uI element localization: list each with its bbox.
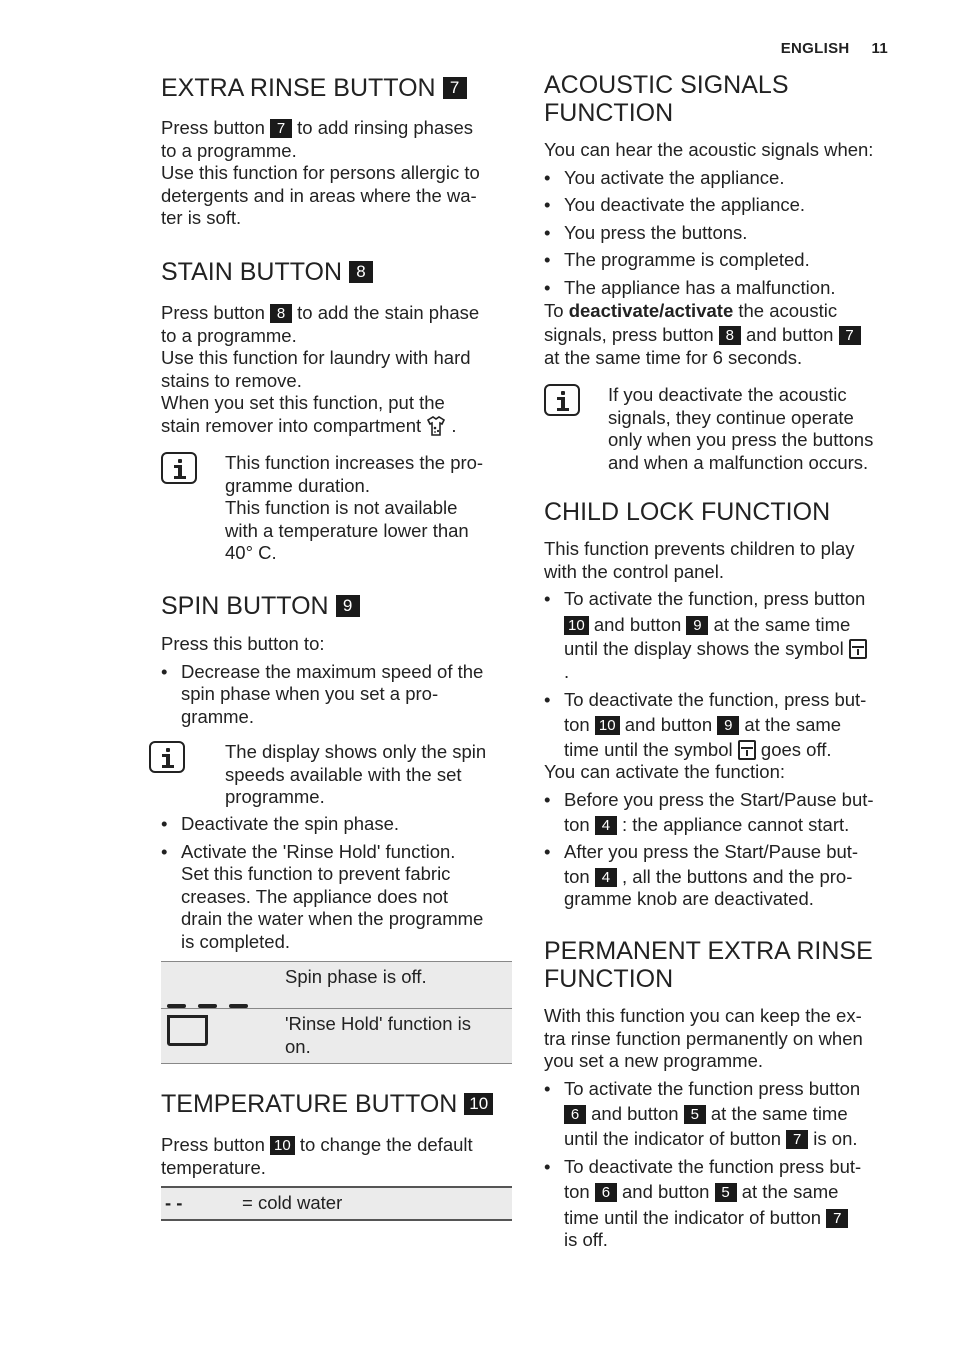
list-item: • Before you press the Start/Pause but- ton 4 : the appliance cannot start. (544, 789, 896, 836)
info-icon (161, 452, 197, 484)
section-title: CHILD LOCK FUNCTION (544, 498, 831, 526)
button-number-badge: 4 (595, 868, 617, 887)
button-number-badge: 8 (349, 261, 373, 283)
list-item: • Decrease the maximum speed of the spin phase when you set a pro- gramme. (161, 661, 513, 729)
info-text: If you deactivate the acoustic signals, they continue operate only when you press the buttons and when a malfunction occurs. (608, 384, 874, 473)
extra-rinse-text: Press button 7 to add rinsing phases to a programme. Use this function for persons allergic to detergents and in areas where the wa- ter is soft. (161, 117, 480, 229)
section-title: SPIN BUTTON 9 (161, 592, 513, 620)
button-number-badge: 6 (564, 1105, 586, 1124)
button-number-badge: 7 (270, 119, 292, 138)
permanent-rinse-section (544, 937, 896, 993)
list-item: • You activate the appliance. (544, 167, 896, 190)
button-number-badge: 7 (839, 326, 861, 345)
child-lock-icon (849, 639, 867, 659)
info-text: The display shows only the spin speeds available with the set programme. (225, 741, 487, 808)
acoustic-section (544, 71, 896, 127)
list-item: • You press the buttons. (544, 222, 896, 245)
language-label: ENGLISH (780, 40, 850, 57)
stain-compartment-icon (426, 415, 446, 437)
button-number-badge: 7 (443, 77, 467, 99)
button-number-badge: 7 (826, 1209, 848, 1228)
info-icon (149, 741, 185, 773)
button-number-badge: 9 (336, 595, 360, 617)
button-number-badge: 9 (686, 616, 708, 635)
button-number-badge: 5 (684, 1105, 706, 1124)
list-item: • Deactivate the spin phase. (161, 813, 513, 836)
page-number: 11 (871, 40, 888, 57)
child-lock-section (544, 498, 896, 526)
spin-text: Press this button to: • Decrease the maximum speed of the spin phase when you set a pro- gramme. (161, 633, 513, 728)
list-item: • After you press the Start/Pause but- ton 4 , all the buttons and the pro- gramme knob are deactivated. (544, 841, 896, 911)
table-row: 'Rinse Hold' function is on. (161, 1009, 512, 1064)
button-number-badge: 10 (595, 716, 620, 735)
section-title: PERMANENT EXTRA RINSE FUNCTION (544, 937, 873, 993)
button-number-badge: 10 (564, 616, 589, 635)
rinse-hold-symbol (167, 1015, 208, 1046)
temperature-table (161, 1186, 512, 1221)
table-row: Spin phase is off. (161, 962, 512, 1009)
button-number-badge: 10 (270, 1136, 295, 1155)
info-icon (544, 384, 580, 416)
spin-section (161, 592, 513, 620)
list-item: • The appliance has a malfunction. (544, 277, 896, 300)
child-lock-text: This function prevents children to play with the control panel. • To activate the function, press button 10 and button 9 at the same time until the display shows the symbol . • To deactivate the function, press but- ton 10 and button 9 at the same time until the symbol goes off. You can activate the function: • Before you press the Start/Pause but- ton 4 : the appliance cannot start. • After you press the Start/Pause but- ton 4 , all the buttons and the pro- gramme knob are deactivated. (544, 538, 896, 911)
temperature-text: Press button 10 to change the default temperature. (161, 1134, 473, 1178)
temperature-section (161, 1090, 513, 1118)
table-row: - - = cold water (161, 1188, 512, 1219)
section-title: ACOUSTIC SIGNALS FUNCTION (544, 71, 789, 127)
button-number-badge: 8 (719, 326, 741, 345)
list-item: • To deactivate the function press but- ton 6 and button 5 at the same time until the indicator of button 7 is off. (544, 1156, 896, 1252)
button-number-badge: 9 (717, 716, 739, 735)
button-number-badge: 7 (786, 1130, 808, 1149)
button-number-badge: 6 (595, 1183, 617, 1202)
extra-rinse-section (161, 74, 513, 102)
section-title: STAIN BUTTON 8 (161, 258, 513, 286)
button-number-badge: 10 (464, 1093, 493, 1115)
list-item: • Activate the 'Rinse Hold' function. Set this function to prevent fabric creases. The appliance does not drain the water when the programme is completed. (161, 841, 513, 954)
list-item: • To activate the function press button 6 and button 5 at the same time until the indicator of button 7 is on. (544, 1078, 896, 1151)
stain-text: Press button 8 to add the stain phase to a programme. Use this function for laundry with hard stains to remove. When you set this function, put the stain remover into compartment . (161, 302, 480, 436)
spin-symbol-table (161, 961, 512, 1064)
list-item: • The programme is completed. (544, 249, 896, 272)
button-number-badge: 8 (270, 304, 292, 323)
button-number-badge: 5 (715, 1183, 737, 1202)
list-item: • You deactivate the appliance. (544, 194, 896, 217)
spin-bullets (161, 813, 513, 954)
info-text: This function increases the pro- gramme duration. This function is not available with a temperature lower than 40° C. (225, 452, 484, 564)
section-title: EXTRA RINSE BUTTON 7 (161, 74, 513, 102)
permanent-rinse-text: With this function you can keep the ex- tra rinse function permanently on when you set a new programme. • To activate the function press button 6 and button 5 at the same time until the indicator of button 7 is on. • To deactivate the function press but- ton 6 and button 5 at the same time until the indicator of button 7 is off. (544, 1005, 896, 1252)
page-header (781, 38, 888, 61)
child-lock-icon (738, 740, 756, 760)
acoustic-text: You can hear the acoustic signals when: • You activate the appliance. • You deactivate the appliance. • You press the buttons. • The programme is completed. • The appliance has a malfunction. To deactivate/activate the acoustic signals, press button 8 and button 7 at the same time for 6 seconds. (544, 139, 896, 369)
stain-section (161, 258, 513, 286)
list-item: • To activate the function, press button 10 and button 9 at the same time until the display shows the symbol . (544, 588, 896, 683)
section-title: TEMPERATURE BUTTON 10 (161, 1090, 513, 1118)
button-number-badge: 4 (595, 816, 617, 835)
cold-water-symbol: - - (165, 1192, 183, 1213)
list-item: • To deactivate the function, press but- ton 10 and button 9 at the same time until the symbol goes off. (544, 689, 896, 762)
